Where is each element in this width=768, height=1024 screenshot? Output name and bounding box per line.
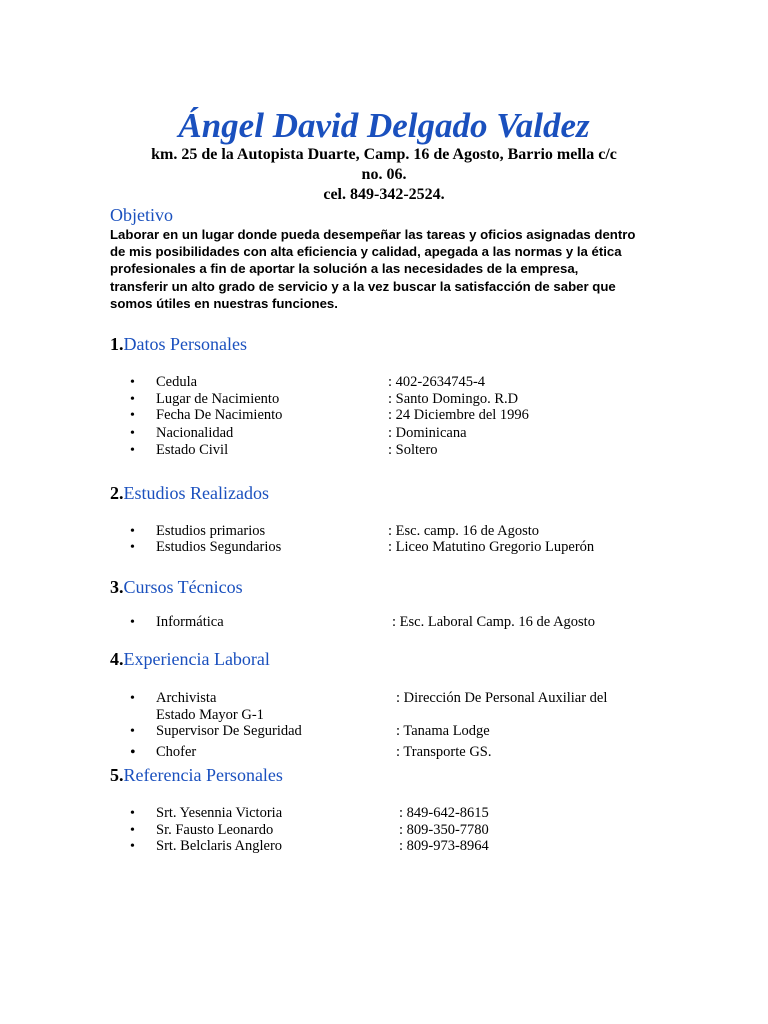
bullet-icon: • xyxy=(130,524,135,539)
item-value: : 849-642-8615 xyxy=(399,805,489,821)
bullet-icon: • xyxy=(130,443,135,458)
item-label: Estado Civil xyxy=(156,442,229,458)
item-value: : 809-350-7780 xyxy=(399,822,489,838)
objective-line: transferir un alto grado de servicio y a la vez buscar la satisfacción de saber que xyxy=(110,278,616,294)
section-title: Estudios Realizados xyxy=(123,483,269,503)
item-label: Sr. Fausto Leonardo xyxy=(156,822,274,838)
address-line-1: km. 25 de la Autopista Duarte, Camp. 16 de Agosto, Barrio mella c/c xyxy=(151,146,617,163)
item-value: : 809-973-8964 xyxy=(399,838,489,854)
objective-line: de mis posibilidades con alta eficiencia y calidad, apegada a las normas y la ética xyxy=(110,244,622,260)
item-label-continuation: Estado Mayor G-1 xyxy=(156,707,264,723)
item-label: Archivista xyxy=(156,690,217,706)
bullet-icon: • xyxy=(130,408,135,423)
objective-title: Objetivo xyxy=(110,205,173,225)
item-label: Lugar de Nacimiento xyxy=(156,391,280,407)
item-value: : Soltero xyxy=(388,442,438,458)
bullet-icon: • xyxy=(130,806,135,821)
item-label: Nacionalidad xyxy=(156,425,234,441)
section-title: Datos Personales xyxy=(123,334,247,354)
item-label: Estudios Segundarios xyxy=(156,539,282,555)
item-label: Srt. Yesennia Victoria xyxy=(156,805,283,821)
section-title: Experiencia Laboral xyxy=(123,649,270,669)
bullet-icon: • xyxy=(130,839,135,854)
item-label: Informática xyxy=(156,614,224,630)
item-label: Supervisor De Seguridad xyxy=(156,723,302,739)
section-heading-referencia-personales xyxy=(110,764,283,786)
section-heading-cursos-tecnicos xyxy=(110,576,243,598)
section-heading-datos-personales xyxy=(110,333,247,355)
objective-line: somos útiles en nuestras funciones. xyxy=(110,295,338,311)
item-value: : 402-2634745-4 xyxy=(388,374,486,390)
item-value: : 24 Diciembre del 1996 xyxy=(388,407,529,423)
bullet-icon: • xyxy=(130,540,135,555)
section-number: 2. xyxy=(110,483,124,503)
item-value: : Santo Domingo. R.D xyxy=(388,391,519,407)
bullet-icon: • xyxy=(130,691,135,706)
section-heading-estudios-realizados xyxy=(110,482,269,504)
item-value: : Esc. Laboral Camp. 16 de Agosto xyxy=(392,614,595,630)
section-title: Referencia Personales xyxy=(123,765,283,785)
section-heading-experiencia-laboral xyxy=(110,648,270,670)
bullet-icon: • xyxy=(130,375,135,390)
item-label: Chofer xyxy=(156,744,197,760)
item-value: : Dirección De Personal Auxiliar del xyxy=(396,690,608,706)
item-label: Fecha De Nacimiento xyxy=(156,407,283,423)
item-value: : Tanama Lodge xyxy=(396,723,490,739)
section-number: 4. xyxy=(110,649,124,669)
bullet-icon: • xyxy=(130,392,135,407)
objective-line: Laborar en un lugar donde pueda desempeñar las tareas y oficios asignadas dentro xyxy=(110,227,636,242)
phone-line: cel. 849-342-2524. xyxy=(323,186,445,203)
contact-block xyxy=(100,145,668,205)
objective-line: profesionales a fin de aportar la solución a las necesidades de la empresa, xyxy=(110,261,579,277)
item-label: Cedula xyxy=(156,374,198,390)
bullet-icon: • xyxy=(130,426,135,441)
section-number: 5. xyxy=(110,765,124,785)
section-number: 1. xyxy=(110,334,124,354)
section-number: 3. xyxy=(110,577,124,597)
bullet-icon: • xyxy=(130,744,136,761)
address-line-2: no. 06. xyxy=(361,166,407,183)
item-label: Estudios primarios xyxy=(156,523,266,539)
candidate-name: Ángel David Delgado Valdez xyxy=(178,106,590,145)
item-value: : Dominicana xyxy=(388,425,467,441)
item-value: : Liceo Matutino Gregorio Luperón xyxy=(388,539,595,555)
item-value: : Esc. camp. 16 de Agosto xyxy=(388,523,540,539)
bullet-icon: • xyxy=(130,615,135,630)
bullet-icon: • xyxy=(130,724,135,739)
item-label: Srt. Belclaris Anglero xyxy=(156,838,283,854)
bullet-icon: • xyxy=(130,823,135,838)
item-value: : Transporte GS. xyxy=(396,744,492,760)
objective-text xyxy=(110,226,635,312)
section-title: Cursos Técnicos xyxy=(123,577,243,597)
